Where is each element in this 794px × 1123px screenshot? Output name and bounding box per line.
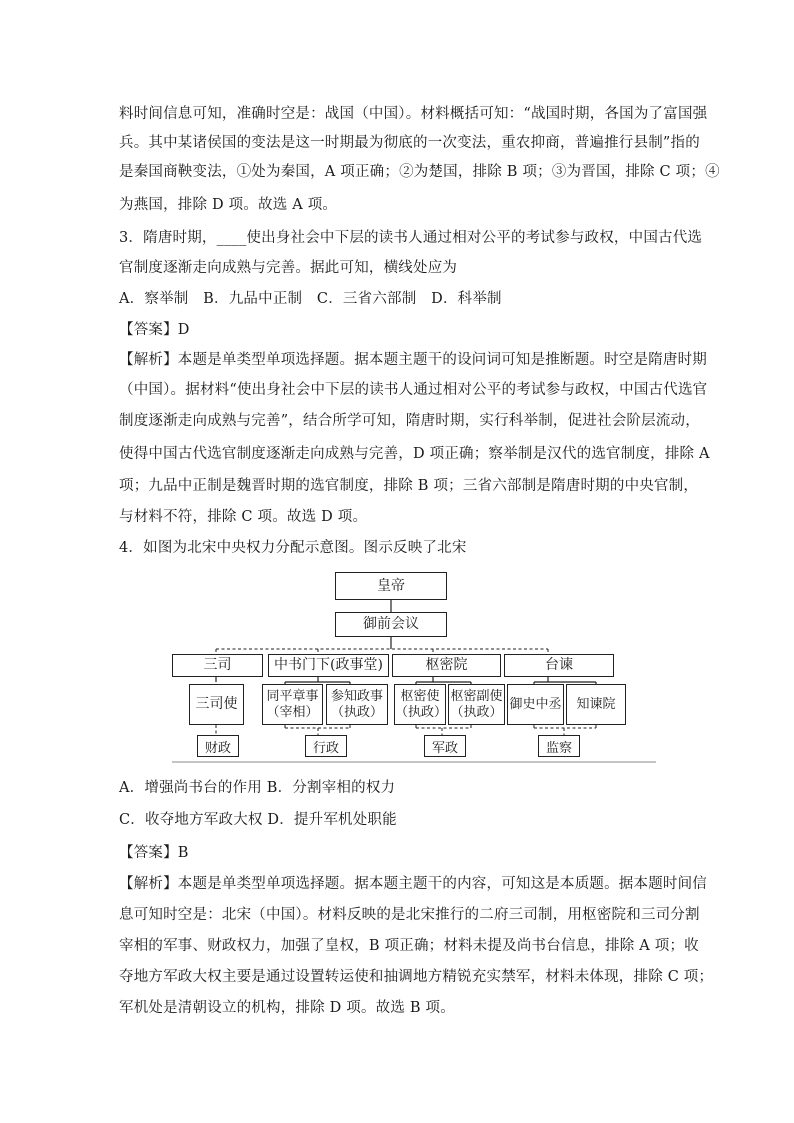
official-box bbox=[189, 684, 244, 725]
question-4-option-ab: A．增强尚书台的作用 B．分割宰相的权力 bbox=[119, 780, 396, 796]
official-role: （执政） bbox=[450, 704, 503, 720]
official-box bbox=[566, 684, 626, 725]
text-line: 与材料不符，排除 C 项。故选 D 项。 bbox=[119, 509, 368, 525]
official-box bbox=[326, 684, 388, 725]
text-line: （中国）。据材料“使出身社会中下层的读书人通过相对公平的考试参与政权，中国古代选官 bbox=[119, 382, 708, 398]
question-3-stem: 3．隋唐时期，____使出身社会中下层的读书人通过相对公平的考试参与政权，中国古代选 bbox=[119, 230, 703, 246]
function-box-military: 军政 bbox=[424, 735, 466, 757]
function-box-administration: 行政 bbox=[305, 735, 347, 757]
answer-label: 【答案】D bbox=[119, 322, 190, 338]
official-role: （宰相） bbox=[266, 704, 319, 720]
official-title: 枢密使 bbox=[400, 688, 440, 704]
text-line: 夺地方军政大权主要是通过设置转运使和抽调地方精锐充实禁军，材料未体现，排除 C 项； bbox=[119, 969, 714, 985]
council-box: 御前会议 bbox=[335, 612, 447, 637]
text-line: 项；九品中正制是魏晋时期的选官制度，排除 B 项；三省六部制是隋唐时期的中央官制， bbox=[119, 478, 699, 494]
official-title: 同平章事 bbox=[266, 688, 319, 704]
analysis-text: 【解析】本题是单类型单项选择题。据本题主题干的内容，可知这是本质题。据本题时间信 bbox=[119, 876, 707, 892]
text-line: 制度逐渐走向成熟与完善”，结合所学可知，隋唐时期，实行科举制，促进社会阶层流动， bbox=[119, 413, 700, 429]
official-box bbox=[507, 684, 564, 725]
function-box-supervision: 监察 bbox=[538, 735, 580, 757]
official-title: 三司使 bbox=[195, 696, 238, 712]
official-box bbox=[262, 684, 323, 725]
answer-label: 【答案】B bbox=[119, 845, 189, 861]
question-4-stem: 4．如图为北宋中央权力分配示意图。图示反映了北宋 bbox=[119, 540, 467, 556]
official-title: 御史中丞 bbox=[509, 696, 562, 712]
emperor-box: 皇帝 bbox=[335, 572, 447, 600]
text-line: 宰相的军事、财政权力，加强了皇权，B 项正确；材料未提及尚书台信息，排除 A 项；收 bbox=[119, 938, 699, 954]
official-role: （执政） bbox=[395, 704, 448, 720]
text-line: 是秦国商鞅变法，①处为秦国，A 项正确；②为楚国，排除 B 项；③为晋国，排除 C 项；④ bbox=[119, 164, 720, 180]
function-box-finance: 财政 bbox=[197, 735, 239, 757]
org-box-taijian: 台谏 bbox=[504, 654, 614, 677]
official-title: 枢密副使 bbox=[450, 688, 503, 704]
text-line: 使得中国古代选官制度逐渐走向成熟与完善，D 项正确；察举制是汉代的选官制度，排除 A bbox=[119, 446, 710, 462]
text-line: 兵。其中某诸侯国的变法是这一时期最为彻底的一次变法，重农抑商，普遍推行县制”指的 bbox=[119, 135, 700, 151]
org-box-zhongshu: 中书门下(政事堂) bbox=[268, 654, 389, 677]
org-box-sansi: 三司 bbox=[172, 654, 263, 677]
analysis-text: 【解析】本题是单类型单项选择题。据本题主题干的设问词可知是推断题。时空是隋唐时期 bbox=[119, 352, 707, 368]
org-box-shumi: 枢密院 bbox=[392, 654, 501, 677]
text-line: 为燕国，排除 D 项。故选 A 项。 bbox=[119, 197, 338, 213]
text-line: 息可知时空是：北宋（中国）。材料反映的是北宋推行的二府三司制，用枢密院和三司分割 bbox=[119, 907, 700, 923]
official-title: 参知政事 bbox=[330, 688, 383, 704]
question-3-options: A．察举制 B．九品中正制 C．三省六部制 D．科举制 bbox=[119, 291, 502, 307]
text-line: 料时间信息可知，准确时空是：战国（中国）。材料概括可知：“战国时期，各国为了富国强 bbox=[119, 106, 708, 122]
official-box bbox=[394, 684, 446, 725]
question-4-option-cd: C．收夺地方军政大权 D．提升军机处职能 bbox=[119, 812, 397, 828]
official-role: （执政） bbox=[330, 704, 383, 720]
power-distribution-diagram bbox=[172, 572, 656, 764]
text-line: 官制度逐渐走向成熟与完善。据此可知，横线处应为 bbox=[119, 260, 458, 276]
official-title: 知谏院 bbox=[576, 696, 616, 712]
text-line: 军机处是清朝设立的机构，排除 D 项。故选 B 项。 bbox=[119, 1000, 455, 1016]
official-box bbox=[448, 684, 505, 725]
